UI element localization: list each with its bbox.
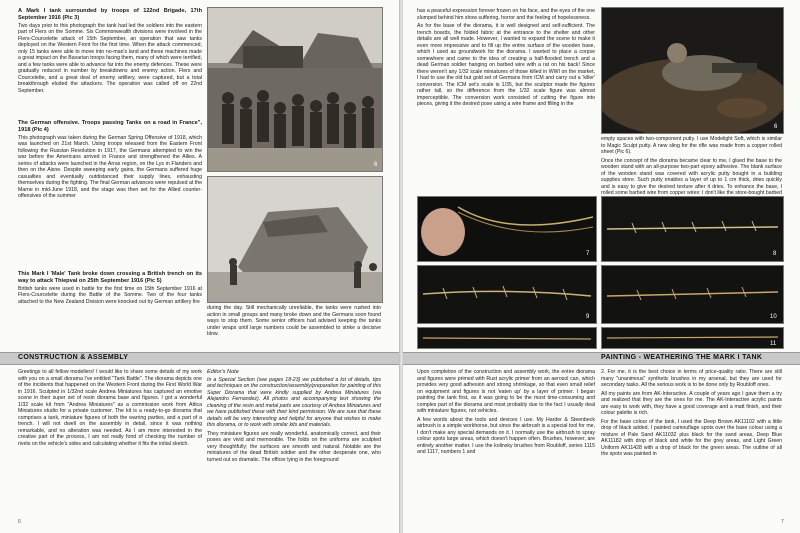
section-title: CONSTRUCTION & ASSEMBLY	[18, 354, 129, 361]
right-column-1-top: has a peaceful expression forever frozen on his face, and the eyes of the one slumped behind him show suffering, horror and the feeling of hopelessness. As for the base of the diorama, it is well designed and self-sufficient. The trench boards, the folded fabric at the entrance to the shelter and other details are all well made. However, I wanted to expand the scene to make it even more impressive and to fill up the entire surface of the wooden base, which I used as groundwork for the diorama. I wanted to place a corpse somewhere and came to the idea of creating a half-flooded trench and a dead German soldier hanging on barbed wire with a rat on his back! Since there weren't any 1/32 scale miniatures of those killed in WWI on the market, I had to use the old but gold set of Germans from ICM and carry out a 'killer' conversion. The ICM set's scale is 1/35, but the sculptor made the figures rather tall, so the difference from the 1/32 scale figure was almost imperceptible. The conversion work consisted of cutting the figure into pieces, giving it the desired pose using a wire frame and filling in the	[417, 8, 595, 107]
pic5-body: British tanks were used in battle for the first time on 15th September 1916 at Flers-Courcelette during the Battle of the Somme. Two of the four tanks attached to the New Zealand Division were knocked out by German artillery fire	[18, 285, 202, 305]
photo-tag: 6	[374, 162, 378, 168]
painting-column-2: 2. For me, it is the best choice in terms of price-quality ratio. There are still many "unanimous" synthetic brushes in my arsenal, but they are used for secondary tasks. All the serious work is to be done only by Roubloff ones. All my paints are from AK-Interactive. A couple of years ago I gave them a try and realized that they are the ones for me. The AK-Interactive acrylic paints are easy to work with, they have a good coverage and a matt finish, and their colour palette is rich. For the base colour of the tank, I used the Deep Brown AK11102 with a little drop of black added. I painted camouflage spots over the base colour using a mixture of Pale Sand AK11032 plus black for the sand areas, Deep Blue AK11182 with drop of black and white for the grey areas, and Light Green Uniform AK11428 with a drop of black for the green areas. The outline of all the spots was painted in	[601, 369, 782, 457]
photo-wire-strip	[417, 327, 597, 349]
svg-text:8: 8	[773, 251, 777, 257]
pic3-body: Two days prior to this photograph the tank had led the soldiers into the eastern part of Flers on the Somme. Six Commonwealth divisions were involved in the Flers-Courcelette attack of 15th September, an operation that saw tanks deployed on the Western Front for the first time. When the attack commenced, only 15 tanks were able to move into no-man's land and these machines made a great impact on the Bavarian troops facing them, many of which were terrified, and a few tanks were able to advance far into the enemy defences. These were gradually reduced in number by breakdowns and enemy action. Flers and Courcelette, and a great deal of enemy artillery, were captured, but a total breakthrough eluded the attackers. The operation was called off on 22nd September.	[18, 22, 202, 94]
photo-wire-7	[417, 196, 597, 262]
svg-text:6: 6	[774, 124, 778, 130]
pic3-heading: A Mark I tank surrounded by troops of 122nd Brigade, 17th September 1916 (Pic 3)	[18, 8, 202, 21]
right-page	[403, 0, 800, 533]
editors-note-heading: Editor's Note	[207, 369, 239, 375]
photo-wire-8	[601, 196, 784, 262]
svg-text:11: 11	[770, 341, 777, 347]
section-pic4	[18, 120, 202, 202]
svg-text:7: 7	[586, 251, 590, 257]
svg-text:10: 10	[770, 314, 777, 320]
pic5-heading: This Mark I 'Male' Tank broke down crossing a British trench on its way to attack Thiepval on 25th September 1916 (Pic 5)	[18, 271, 202, 284]
painting-column-1: Upon completion of the construction and assembly work, the entire diorama and figures were primed with Rust acrylic primer from an aerosol can, which provides very good adhesion and strong shrinkage, so that even small relief on equipment and figures is not 'eaten up' by a layer of primer. I began painting the tank first, as it was going to be the most time-consuming and complex part of the diorama and most probably due to the fact I usually deal with miniature figures, not vehicles. A few words about the tools and devices I use. My Harder & Steenbeck airbrush is a simple workhorse, but since the airbrush is a special tool for me, I don't make any special demands on it. I normally use the airbrush to spray colour spots large areas, which doesn't happen often. Brushes, however, are entirely another matter. I use the kolinsky brushes from Roubloff, series 1115 and 1117, numbers 1 and	[417, 369, 595, 455]
photo-dead-soldier	[601, 7, 784, 134]
left-page	[0, 0, 399, 533]
construction-column-2	[207, 369, 381, 465]
section-bar-painting	[403, 352, 800, 365]
section-bar-construction	[0, 352, 399, 365]
section-pic5	[18, 271, 202, 307]
pic5-continued: during the day. Still mechanically unreliable, the tanks were rushed into action in small groups and many broke down and the Germans soon found ways to stop them. Some senior officers had advised keeping the tanks under wraps until large numbers could be assembled to strike a decisive blow.	[207, 305, 381, 337]
page-number: 7	[781, 519, 784, 525]
section-title: PAINTING - WEATHERING THE MARK I TANK	[601, 354, 763, 361]
photo-wire-11	[601, 327, 784, 349]
pic4-heading: The German offensive. Troops passing Tanks on a road in France", 1918 (Pic 4)	[18, 120, 202, 133]
photo-tank-flers	[207, 7, 383, 172]
right-column-2-top: empty spaces with two-component putty. I use Modelight Soft, which is similar to Magic Sculpt putty. A new sling for the rifle was made from a copper rolled sheet (Pic 6). Once the concept of the diorama became clear to me, I glued the base to the wooden stand with an all-purpose two-part epoxy adhesive. The blank surface of the wooden stand was covered with acrylic putty bought in a building supplies store. Such putty enables a layer of up to 1 cm thick, dries quickly and is easy to give the desired texture after it dries. To enhance the base, I rolled some barbed wire from copper wires: I don't like the store-bought barbed	[601, 136, 782, 196]
construction-body-2: They miniature figures are really wonderful, anatomically correct, and their poses are vivid and memorable. The folds on the uniforms are sculpted very thoughtfully; the surfaces are smooth and natural. Notable are the miniatures of the dead British soldier and the other desperate one, who turned out so dramatic. The officer lying in the foreground	[207, 430, 381, 463]
construction-column-1: Greetings to all fellow modellers! I would like to share some details of my work with you on a small diorama I've entitled "Tank Battle". The diorama depicts one of the incidents that happened on the Western Front during the First World War in 1916. Sculpted in 1/32nd scale Andrea Miniatures has captured an emotive scene in their super set of resin diorama base and figures. I got a wonderful 1/32 scale kit from "Andrea Miniatures" as a commission work from Attica Miniatures studio for a private customer. The kit is a ready-to-go diorama that comprises a tank, miniature figures of both the warring parties, and a part of a trench. I will not dwell on the assembly in detail, since it was nothing remarkable, and no alteration was needed. As I am more interested in the creative part of the process, I am not really fond of checking the number of rivets on the vehicle's sides and calculating whether it fits the initial sketch.	[18, 369, 202, 447]
photo-wire-10	[601, 265, 784, 324]
photo-tanks-road	[207, 176, 383, 303]
section-pic3	[18, 8, 202, 96]
svg-text:9: 9	[586, 314, 590, 320]
photo-wire-9	[417, 265, 597, 324]
pic4-body: This photograph was taken during the German Spring Offensive of 1918, which was launched on 21st March. Using troops released from the Eastern Front following the Russian Revolution in 1917, the Germans attempted to win the war before the Americans arrived in France and strengthened the Allies. A series of attacks were launched in the Arras region, on the Lys in Flanders and then on the Aisne. Despite sweeping early gains, the Germans suffered huge casualties and eventually outdistanced their supply lines, exhausting themselves during the fighting. The final German advances were repulsed at the Marne in mid-June 1918, and the stage was then set for the Allied counter-offensives of the summer	[18, 134, 202, 200]
editors-note: In a Special Section (see pages 18-23) we published a lot of details, tips and techniques on the construction/assembly/preparation for painting of this Super Diorama that were kindly supplied by Andrea Miniatures (via Alejandro Fernandez). All photos and accompanying text showing the cleaning of the resin and metal parts are courtesy of Andrea Miniatures and we have published these with their kind permission. We are sure that these details will be very interesting and helpful for anyone that wishes to make this diorama, or to work with similar kits and materials.	[207, 376, 381, 429]
page-number: 6	[18, 519, 21, 525]
